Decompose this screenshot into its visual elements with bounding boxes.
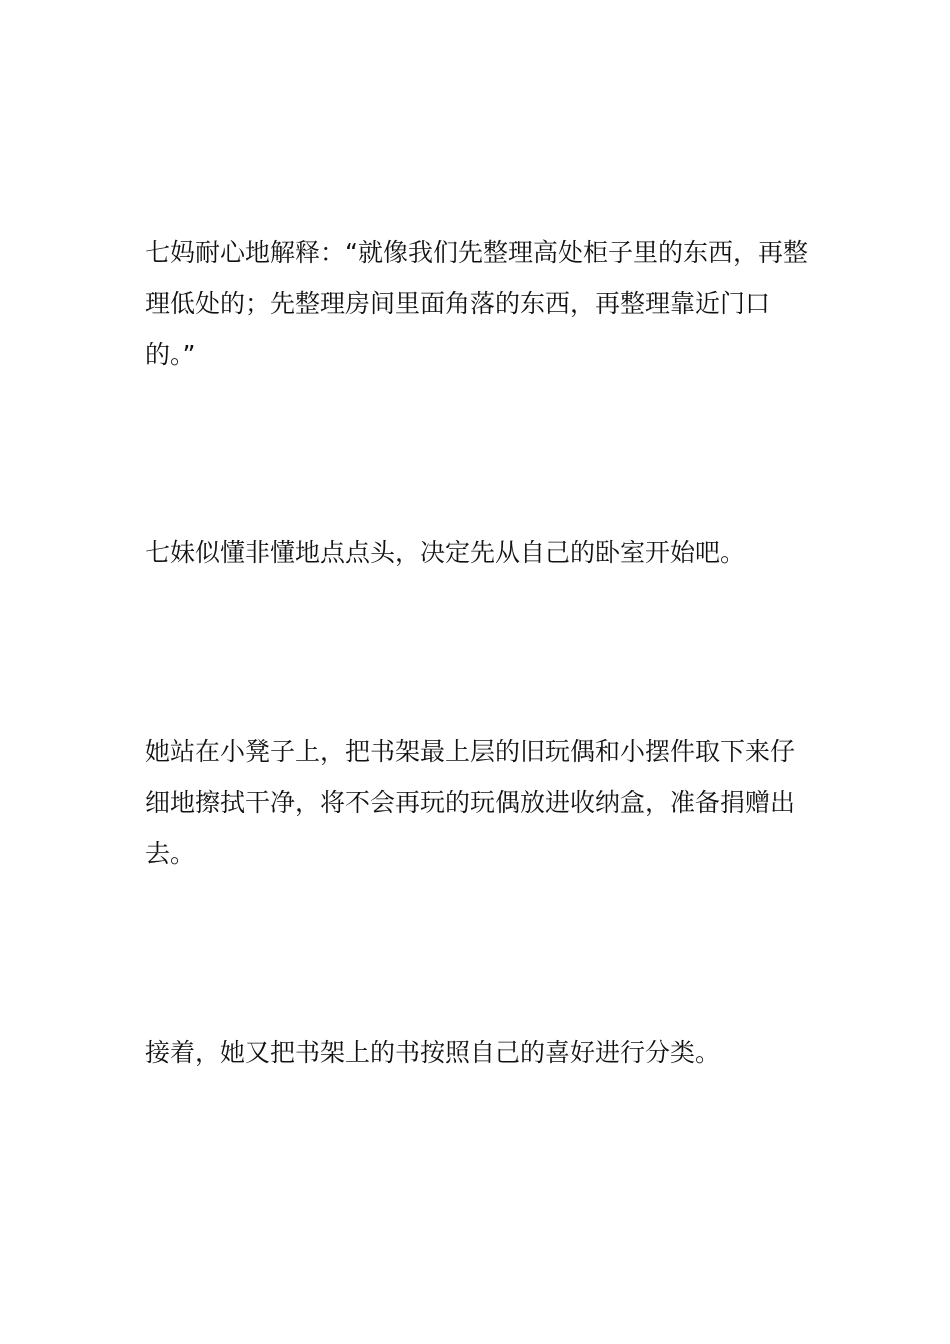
paragraph-1: 七妈耐心地解释：“就像我们先整理高处柜子里的东西，再整理低处的；先整理房间里面角落的东西，再整理靠近门口的。” [145, 238, 808, 369]
paragraph-2: 七妹似懂非懂地点点头，决定先从自己的卧室开始吧。 [145, 538, 746, 567]
paragraph-4: 接着，她又把书架上的书按照自己的喜好进行分类。 [145, 1038, 721, 1067]
paragraph-3: 她站在小凳子上，把书架最上层的旧玩偶和小摆件取下来仔细地擦拭干净，将不会再玩的玩偶放进收纳盒，准备捐赠出去。 [145, 737, 796, 868]
